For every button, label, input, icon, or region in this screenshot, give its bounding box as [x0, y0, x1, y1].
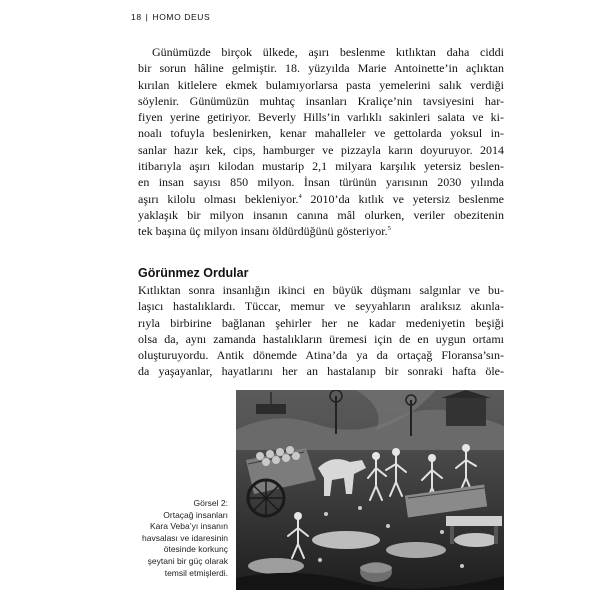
plague-painting-illustration [236, 390, 504, 590]
text-line: fiyen yerine getiriyor. Beverly Hills’in varlıklı sakinleri salata ve ki- [138, 110, 504, 125]
text-line: en insan sayısı 850 milyon. İnsan türünün yarısının 2030 yılında [138, 175, 504, 190]
text-line: itibarıyla aşırı kilodan mustarip 2,1 milyara karşılık yetersiz beslen- [138, 159, 504, 174]
text-line: söylenir. Günümüzün muhtaç insanları Kraliçe’nin tavsiyesini har- [138, 93, 504, 108]
paragraph-2 [138, 282, 504, 380]
text-line: kırılan kitlelere ekmek bulamıyorlarsa pasta yemelerini salık verdiği [138, 77, 504, 92]
caption-line: Kara Veba’yı insanın [150, 521, 228, 532]
text-line: olsa da, aynı zamanda hastalıkların üremesi için de en uygun ortamı [138, 331, 504, 346]
text-line: Kıtlıktan sonra insanlığın ikinci en büyük düşmanı salgınlar ve bu- [138, 283, 504, 297]
caption-line: havsalası ve idaresinin [142, 532, 228, 543]
text-line: oluşturuyordu. Antik dönemde Atina’da ya da ortaçağ Floransa’sın- [138, 348, 504, 363]
text-fragment: aşırı kilolu olması bekleniyor. [138, 191, 299, 206]
text-line: da yaşayanlar, hayatlarını her an hastalanıp bir sonraki hafta öle- [138, 364, 504, 379]
footnote-marker[interactable]: 4 [298, 192, 302, 200]
running-head [131, 12, 210, 22]
section-heading: Görünmez Ordular [138, 266, 249, 280]
text-line: rıyla birbirine bağlanan şehirler her ne kadar medeniyetin beşiği [138, 315, 504, 330]
figure-image [236, 390, 504, 590]
text-line-with-footnote [138, 223, 504, 239]
text-line: sanlar hazır kek, cips, hamburger ve pizzayla karın doyuruyor. 2014 [138, 142, 504, 157]
page-number: 18 [131, 12, 142, 22]
text-fragment: tek başına üç milyon insanı öldürdüğünü gösteriyor. [138, 224, 388, 239]
caption-line: şeytani bir güç olarak [147, 555, 228, 566]
text-line-with-footnote [138, 191, 504, 207]
text-line: noalı tofuyla beslenirken, kenar mahalleler ve gettolarda yoksul in- [138, 126, 504, 141]
caption-line: Görsel 2: [193, 498, 228, 508]
text-line: bir sorun hâline gelmiştir. 18. yüzyılda Marie Antoinette’in açlıktan [138, 61, 504, 76]
book-title: HOMO DEUS [152, 12, 211, 22]
text-line: Günümüzde birçok ülkede, aşırı beslenme kıtlıktan daha ciddi [152, 45, 504, 59]
text-line: yaklaşık bir milyon insanın canına mâl olurken, veriler obezitenin [138, 207, 504, 222]
header-separator: | [145, 12, 149, 22]
paragraph-1 [138, 44, 504, 240]
text-fragment: 2010’da kıtlık ve yetersiz beslenme [301, 191, 504, 206]
footnote-marker[interactable]: 5 [387, 225, 391, 233]
figure-caption [118, 498, 228, 579]
caption-line: temsil etmişlerdi. [164, 567, 228, 578]
caption-line: ötesinde korkunç [163, 544, 228, 555]
caption-line: Ortaçağ insanları [163, 509, 228, 520]
text-line: laşıcı hastalıklardı. Tüccar, memur ve seyyahların aralıksız akınla- [138, 299, 504, 314]
